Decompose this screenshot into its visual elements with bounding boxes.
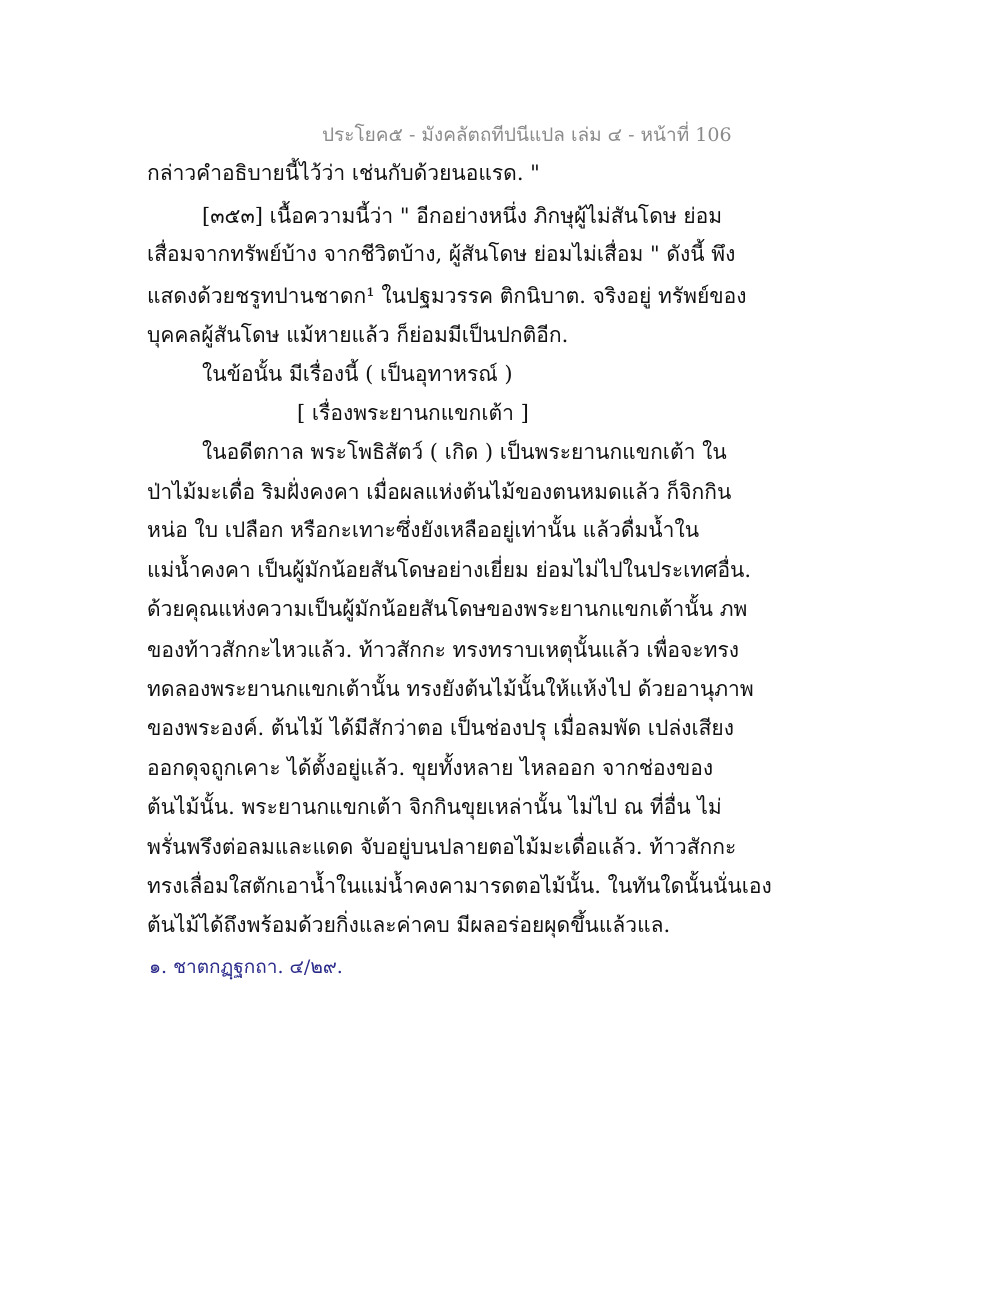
body-line: แม่น้ำคงคา เป็นผู้มักน้อยสันโดษอย่างเยี่ยม ย่อมไม่ไปในประเทศอื่น. <box>147 558 752 582</box>
section-title: [ เรื่องพระยานกแขกเต้า ] <box>297 401 529 425</box>
body-line: ต้นไม้นั้น. พระยานกแขกเต้า จิกกินขุยเหล่านั้น ไม่ไป ณ ที่อื่น ไม่ <box>147 795 722 819</box>
body-line: ทรงเลื่อมใสตักเอาน้ำในแม่น้ำคงคามารดตอไม้นั้น. ในทันใดนั้นนั่นเอง <box>147 874 772 898</box>
body-line: ของท้าวสักกะไหวแล้ว. ท้าวสักกะ ทรงทราบเหตุนั้นแล้ว เพื่อจะทรง <box>147 638 739 662</box>
body-line: แสดงด้วยชรูทปานชาดก¹ ในปฐมวรรค ติกนิบาต. จริงอยู่ ทรัพย์ของ <box>147 284 747 308</box>
body-line: ออกดุจถูกเคาะ ได้ตั้งอยู่แล้ว. ขุยทั้งหลาย ไหลออก จากช่องของ <box>147 756 714 780</box>
body-line: บุคคลผู้สันโดษ แม้หายแล้ว ก็ย่อมมีเป็นปกติอีก. <box>147 323 569 347</box>
body-line: ป่าไม้มะเดื่อ ริมฝั่งคงคา เมื่อผลแห่งต้นไม้ของตนหมดแล้ว ก็จิกกิน <box>147 480 732 504</box>
body-line: ในข้อนั้น มีเรื่องนี้ ( เป็นอุทาหรณ์ ) <box>202 362 513 386</box>
body-line: ต้นไม้ได้ถึงพร้อมด้วยกิ่งและค่าคบ มีผลอร่อยผุดขึ้นแล้วแล. <box>147 913 671 937</box>
body-line: ทดลองพระยานกแขกเต้านั้น ทรงยังต้นไม้นั้นให้แห้งไป ด้วยอานุภาพ <box>147 677 754 701</box>
body-line: กล่าวคำอธิบายนี้ไว้ว่า เช่นกับด้วยนอแรด. " <box>147 161 540 185</box>
body-line: ในอดีตกาล พระโพธิสัตว์ ( เกิด ) เป็นพระยานกแขกเต้า ใน <box>202 440 727 464</box>
body-line: [๓๕๓] เนื้อความนี้ว่า " อีกอย่างหนึ่ง ภิกษุผู้ไม่สันโดษ ย่อม <box>202 204 723 228</box>
footnote: ๑. ชาตกฏฺฐกถา. ๔/๒๙. <box>149 956 343 978</box>
body-line: หน่อ ใบ เปลือก หรือกะเทาะซึ่งยังเหลืออยู่เท่านั้น แล้วดื่มน้ำใน <box>147 518 700 542</box>
body-line: ของพระองค์. ต้นไม้ ได้มีสักว่าตอ เป็นช่องปรุ เมื่อลมพัด เปล่งเสียง <box>147 716 734 740</box>
body-line: ด้วยคุณแห่งความเป็นผู้มักน้อยสันโดษของพระยานกแขกเต้านั้น ภพ <box>147 597 748 621</box>
body-line: พรั่นพรึงต่อลมและแดด จับอยู่บนปลายตอไม้มะเดื่อแล้ว. ท้าวสักกะ <box>147 835 737 859</box>
body-line: เสื่อมจากทรัพย์บ้าง จากชีวิตบ้าง, ผู้สันโดษ ย่อมไม่เสื่อม " ดังนี้ พึง <box>147 242 736 266</box>
running-head: ประโยค๕ - มังคลัตถทีปนีแปล เล่ม ๔ - หน้าที่ 106 <box>322 124 732 146</box>
